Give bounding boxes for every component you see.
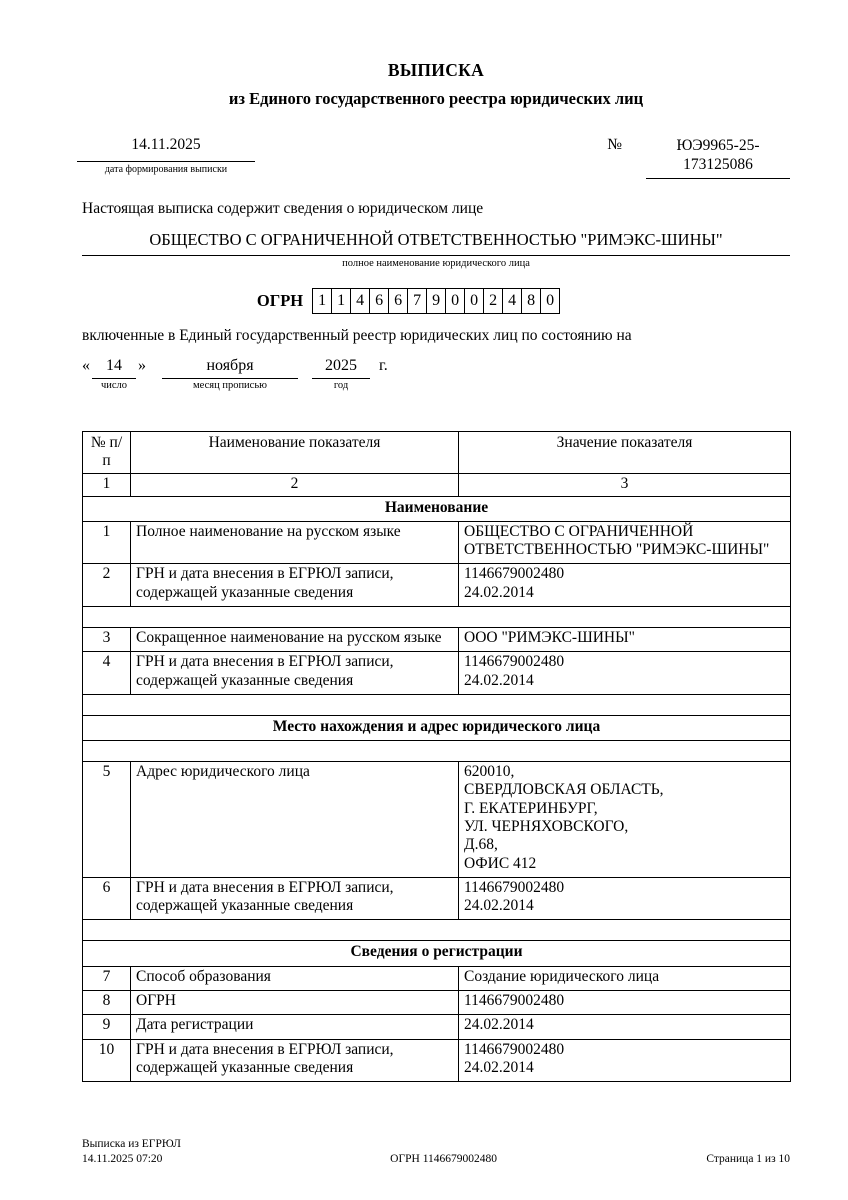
ogrn-digit-box: 1 (312, 288, 332, 314)
ogrn-digit-box: 4 (502, 288, 522, 314)
indicator-value (459, 628, 791, 652)
indicator-name: ГРН и дата внесения в ЕГРЮЛ записи, содержащей указанные сведения (131, 652, 459, 695)
row-number: 2 (83, 564, 131, 607)
meta-row (82, 136, 790, 179)
value-line: 24.02.2014 (464, 1016, 534, 1034)
details-table (82, 431, 791, 1082)
section-header-row (83, 941, 791, 966)
value-line: ОФИС 412 (464, 854, 537, 872)
table-row (83, 762, 791, 878)
indicator-value (459, 652, 791, 695)
value-line: Д.68, (464, 836, 498, 854)
value-line: 24.02.2014 (464, 1058, 534, 1076)
indicator-name: ГРН и дата внесения в ЕГРЮЛ записи, содержащей указанные сведения (131, 1039, 459, 1082)
value-line: ООО "РИМЭКС-ШИНЫ" (464, 629, 635, 646)
indicator-name: Адрес юридического лица (131, 762, 459, 878)
value-line: 620010, (464, 763, 515, 781)
as-of-day: 14 (106, 356, 122, 374)
extract-number-block (607, 136, 790, 179)
section-header: Место нахождения и адрес юридического лица (83, 715, 791, 740)
footer-left (82, 1137, 181, 1167)
as-of-year-segment (312, 356, 370, 391)
section-header: Сведения о регистрации (83, 941, 791, 966)
row-number: 4 (83, 652, 131, 695)
document-title: ВЫПИСКА (387, 60, 485, 80)
indicator-value (459, 1015, 791, 1039)
table-row (83, 652, 791, 695)
value-line: 24.02.2014 (464, 583, 534, 601)
indicator-name: ГРН и дата внесения в ЕГРЮЛ записи, содержащей указанные сведения (131, 877, 459, 920)
ogrn-digit-box: 1 (331, 288, 351, 314)
year-caption: год (333, 379, 349, 391)
company-name: ОБЩЕСТВО С ОГРАНИЧЕННОЙ ОТВЕТСТВЕННОСТЬЮ "РИМЭКС-ШИНЫ" (82, 230, 790, 256)
value-line: УЛ. ЧЕРНЯХОВСКОГО, (464, 817, 629, 835)
row-number: 7 (83, 966, 131, 990)
document-subtitle: из Единого государственного реестра юридических лиц (228, 89, 644, 108)
value-line: Г. ЕКАТЕРИНБУРГ, (464, 799, 598, 817)
number-sign: № (607, 136, 622, 153)
ogrn-row (82, 288, 735, 314)
column-header-num: № п/п (83, 431, 131, 474)
column-number-1: 1 (83, 474, 131, 496)
indicator-value (459, 990, 791, 1014)
extract-date-caption: дата формирования выписки (104, 164, 228, 175)
ogrn-digit-box: 6 (369, 288, 389, 314)
year-suffix: г. (379, 356, 388, 374)
footer-ogrn: ОГРН 1146679002480 (390, 1153, 498, 1166)
extract-number-line2: 173125086 (683, 156, 753, 174)
ogrn-digit-box: 9 (426, 288, 446, 314)
ogrn-label: ОГРН (256, 290, 304, 310)
value-line: 24.02.2014 (464, 671, 534, 689)
open-quote: « (82, 356, 90, 374)
column-header-name: Наименование показателя (131, 431, 459, 474)
spacer-row (83, 694, 791, 715)
section-header-row (83, 496, 791, 521)
column-header-value: Значение показателя (459, 431, 791, 474)
row-number: 10 (83, 1039, 131, 1082)
day-caption: число (100, 379, 128, 391)
indicator-name: Дата регистрации (131, 1015, 459, 1039)
table-row (83, 1039, 791, 1082)
row-number: 1 (83, 521, 131, 564)
spacer-cell (83, 694, 791, 715)
table-header-row (83, 431, 791, 474)
ogrn-digit-box: 4 (350, 288, 370, 314)
indicator-name: ОГРН (131, 990, 459, 1014)
value-line: Создание юридического лица (464, 967, 660, 985)
indicator-value (459, 1039, 791, 1082)
ogrn-digit-boxes (313, 288, 560, 314)
table-row (83, 966, 791, 990)
row-number: 6 (83, 877, 131, 920)
ogrn-digit-box: 0 (540, 288, 560, 314)
extract-number-line1: ЮЭ9965-25- (676, 137, 760, 154)
table-row (83, 628, 791, 652)
column-number-row (83, 474, 791, 496)
included-text: включенные в Единый государственный реестр юридических лиц по состоянию на (82, 326, 632, 344)
indicator-name: Полное наименование на русском языке (131, 521, 459, 564)
value-line: 1146679002480 (464, 565, 565, 583)
as-of-day-segment (92, 356, 136, 391)
row-number: 3 (83, 628, 131, 652)
footer-doc-type: Выписка из ЕГРЮЛ (82, 1138, 181, 1151)
table-row (83, 877, 791, 920)
row-number: 5 (83, 762, 131, 878)
extract-number-value (646, 136, 790, 179)
ogrn-digit-box: 2 (483, 288, 503, 314)
as-of-month: ноября (206, 356, 254, 374)
value-line: 1146679002480 (464, 991, 565, 1009)
value-line: ОБЩЕСТВО С ОГРАНИЧЕННОЙ ОТВЕТСТВЕННОСТЬЮ "РИМЭКС-ШИНЫ" (464, 522, 770, 559)
spacer-row (83, 741, 791, 762)
value-line: 1146679002480 (464, 653, 565, 671)
extract-date-value: 14.11.2025 (77, 136, 255, 162)
intro-lead-text: Настоящая выписка содержит сведения о юридическом лице (82, 199, 484, 217)
spacer-cell (83, 607, 791, 628)
footer-generation-datetime: 14.11.2025 07:20 (82, 1153, 163, 1166)
indicator-value (459, 564, 791, 607)
month-caption: месяц прописью (193, 379, 267, 391)
extract-date-block (77, 136, 255, 179)
as-of-month-segment (162, 356, 298, 391)
column-number-2: 2 (131, 474, 459, 496)
close-quote: » (138, 356, 146, 374)
value-line: СВЕРДЛОВСКАЯ ОБЛАСТЬ, (464, 781, 664, 799)
row-number: 9 (83, 1015, 131, 1039)
indicator-value (459, 877, 791, 920)
value-line: 1146679002480 (464, 1040, 565, 1058)
table-row (83, 521, 791, 564)
indicator-name: Способ образования (131, 966, 459, 990)
ogrn-digit-box: 8 (521, 288, 541, 314)
spacer-row (83, 920, 791, 941)
table-row (83, 1015, 791, 1039)
indicator-name: ГРН и дата внесения в ЕГРЮЛ записи, содержащей указанные сведения (131, 564, 459, 607)
as-of-year: 2025 (325, 356, 357, 374)
ogrn-digit-box: 6 (388, 288, 408, 314)
table-row (83, 990, 791, 1014)
ogrn-digit-box: 0 (464, 288, 484, 314)
value-line: 24.02.2014 (464, 897, 534, 915)
section-header: Наименование (83, 496, 791, 521)
spacer-cell (83, 741, 791, 762)
spacer-cell (83, 920, 791, 941)
spacer-row (83, 607, 791, 628)
table-row (83, 564, 791, 607)
column-number-3: 3 (459, 474, 791, 496)
ogrn-digit-box: 7 (407, 288, 427, 314)
value-line: 1146679002480 (464, 878, 565, 896)
indicator-value (459, 521, 791, 564)
indicator-value (459, 762, 791, 878)
row-number: 8 (83, 990, 131, 1014)
details-table-body (83, 496, 791, 1081)
as-of-date-line (82, 357, 790, 399)
indicator-value (459, 966, 791, 990)
page-footer (82, 1137, 790, 1167)
indicator-name: Сокращенное наименование на русском языке (131, 628, 459, 652)
section-header-row (83, 715, 791, 740)
ogrn-digit-box: 0 (445, 288, 465, 314)
company-name-caption: полное наименование юридического лица (342, 257, 530, 269)
footer-page-number: Страница 1 из 10 (706, 1153, 790, 1166)
